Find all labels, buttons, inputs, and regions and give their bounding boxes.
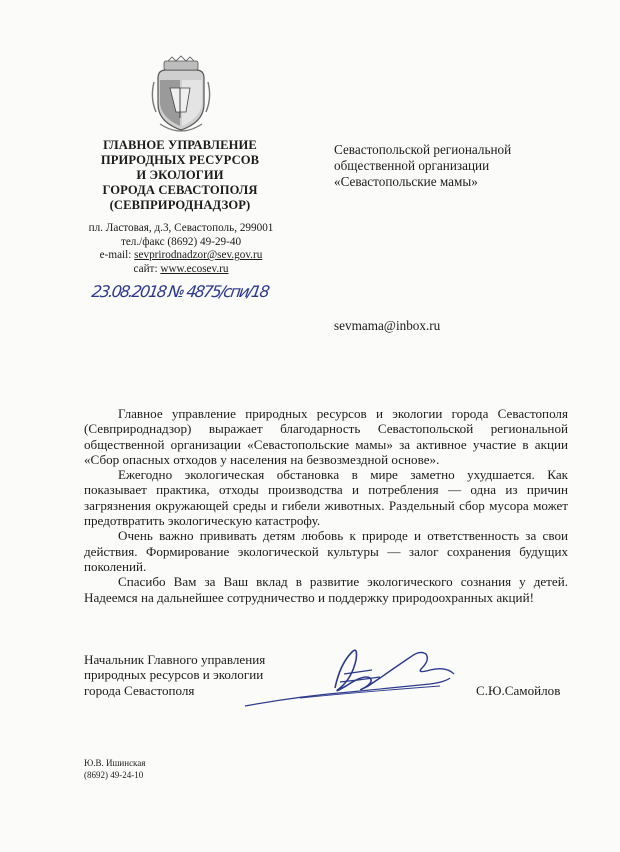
signatory-title-line: города Севастополя bbox=[84, 682, 195, 698]
registration-number-text: 23.08.2018 № 4875/спи/18 bbox=[90, 282, 272, 301]
recipient-block bbox=[334, 142, 574, 190]
sender-site-label: сайт: bbox=[133, 262, 161, 275]
body-paragraph: Спасибо Вам за Ваш вклад в развитие экологического сознания у детей. Надеемся на дальнейшее сотрудничество и поддержку природоохранных акций! bbox=[84, 574, 568, 605]
handwritten-signature bbox=[240, 644, 470, 714]
signatory-name: С.Ю.Самойлов bbox=[476, 683, 561, 698]
sender-org-line: ГЛАВНОЕ УПРАВЛЕНИЕ bbox=[103, 138, 257, 152]
sender-org-line: (СЕВПРИРОДНАДЗОР) bbox=[109, 198, 251, 212]
signatory-title-line: Начальник Главного управления bbox=[84, 652, 266, 667]
sender-org-line: ПРИРОДНЫХ РЕСУРСОВ bbox=[100, 153, 260, 167]
sender-org-line: И ЭКОЛОГИИ bbox=[136, 168, 224, 182]
executor-block bbox=[84, 757, 145, 781]
body-paragraph: Ежегодно экологическая обстановка в мире заметно ухудшается. Как показывает практика, отходы производства и потребления — одна из причин загрязнения окружающей среды и гибели животных. Раздельный сбор мусора может предотвратить экологическую катастрофу. bbox=[84, 467, 568, 529]
sender-org-line: ГОРОДА СЕВАСТОПОЛЯ bbox=[102, 183, 258, 197]
sender-email-row bbox=[86, 249, 276, 263]
recipient-line: «Севастопольские мамы» bbox=[334, 174, 478, 189]
executor-phone: (8692) 49-24-10 bbox=[84, 770, 144, 780]
sender-organization bbox=[90, 138, 270, 213]
executor-name: Ю.В. Ишинская bbox=[84, 758, 146, 768]
letter-body bbox=[84, 406, 568, 605]
recipient-email[interactable]: sevmama@inbox.ru bbox=[334, 318, 441, 333]
recipient-line: Севастопольской региональной bbox=[334, 142, 512, 157]
body-paragraph: Главное управление природных ресурсов и экологии города Севастополя (Севприроднадзор) выражает благодарность Севастопольской региональной общественной организации «Севастопольские мамы» за активное участие в акции «Сбор опасных отходов у населения на безвозмездной основе». bbox=[84, 406, 568, 467]
body-paragraph: Очень важно прививать детям любовь к природе и ответственность за свои действия. Формирование экологической культуры — залог сохранения будущих поколений. bbox=[84, 528, 568, 574]
sender-contacts bbox=[86, 222, 276, 276]
sender-site-link[interactable]: www.ecosev.ru bbox=[160, 262, 229, 275]
sender-email-link[interactable]: sevprirodnadzor@sev.gov.ru bbox=[134, 249, 263, 262]
sender-address: пл. Ластовая, д.3, Севастополь, 299001 bbox=[88, 222, 274, 234]
sevastopol-crest-icon bbox=[150, 58, 212, 134]
sender-site-row bbox=[86, 263, 276, 277]
recipient-line: общественной организации bbox=[334, 158, 490, 173]
sender-email-label: e-mail: bbox=[99, 249, 135, 262]
signatory-title-line: природных ресурсов и экологии bbox=[84, 667, 264, 683]
sender-phone: тел./факс (8692) 49-29-40 bbox=[120, 235, 242, 248]
handwritten-registration-number bbox=[92, 276, 282, 304]
